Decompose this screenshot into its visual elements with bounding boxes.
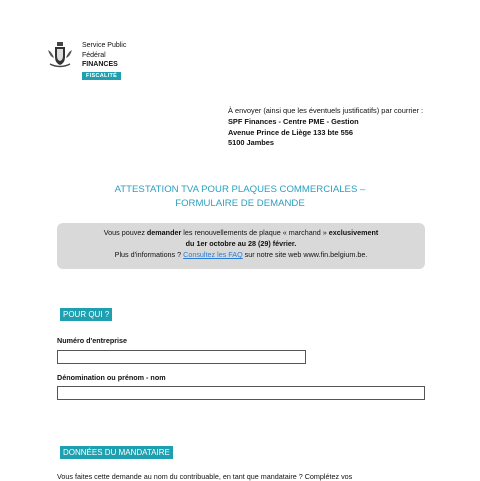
company-name-label: Dénomination ou prénom - nom — [57, 373, 166, 382]
mailing-address: À envoyer (ainsi que les éventuels justificatifs) par courrier : SPF Finances - Centre PME - Gestion Avenue Prince de Liège 133 bte 556 5100 Jambes — [228, 106, 424, 148]
belgian-crest-icon — [46, 40, 74, 70]
company-name-field[interactable] — [57, 386, 425, 400]
department-badge: FISCALITÉ — [82, 72, 121, 80]
form-title: ATTESTATION TVA POUR PLAQUES COMMERCIALES – FORMULAIRE DE DEMANDE — [114, 184, 366, 209]
faq-link[interactable]: Consultez les FAQ — [183, 250, 243, 259]
info-note: Vous pouvez demander les renouvellements de plaque « marchand » exclusivement du 1er octobre au 28 (29) février. Plus d'informations ? Consultez les FAQ sur notre site web www.fin.belgium.be. — [57, 223, 425, 269]
mandataire-intro-text: Vous faites cette demande au nom du contribuable, en tant que mandataire ? Complétez vos — [57, 472, 353, 481]
company-number-field[interactable] — [57, 350, 306, 364]
organization-name: Service Public Fédéral FINANCES — [82, 42, 127, 69]
section-heading-pour-qui: POUR QUI ? — [60, 308, 112, 321]
section-heading-mandataire: DONNÉES DU MANDATAIRE — [60, 446, 173, 459]
company-number-label: Numéro d'entreprise — [57, 336, 128, 345]
